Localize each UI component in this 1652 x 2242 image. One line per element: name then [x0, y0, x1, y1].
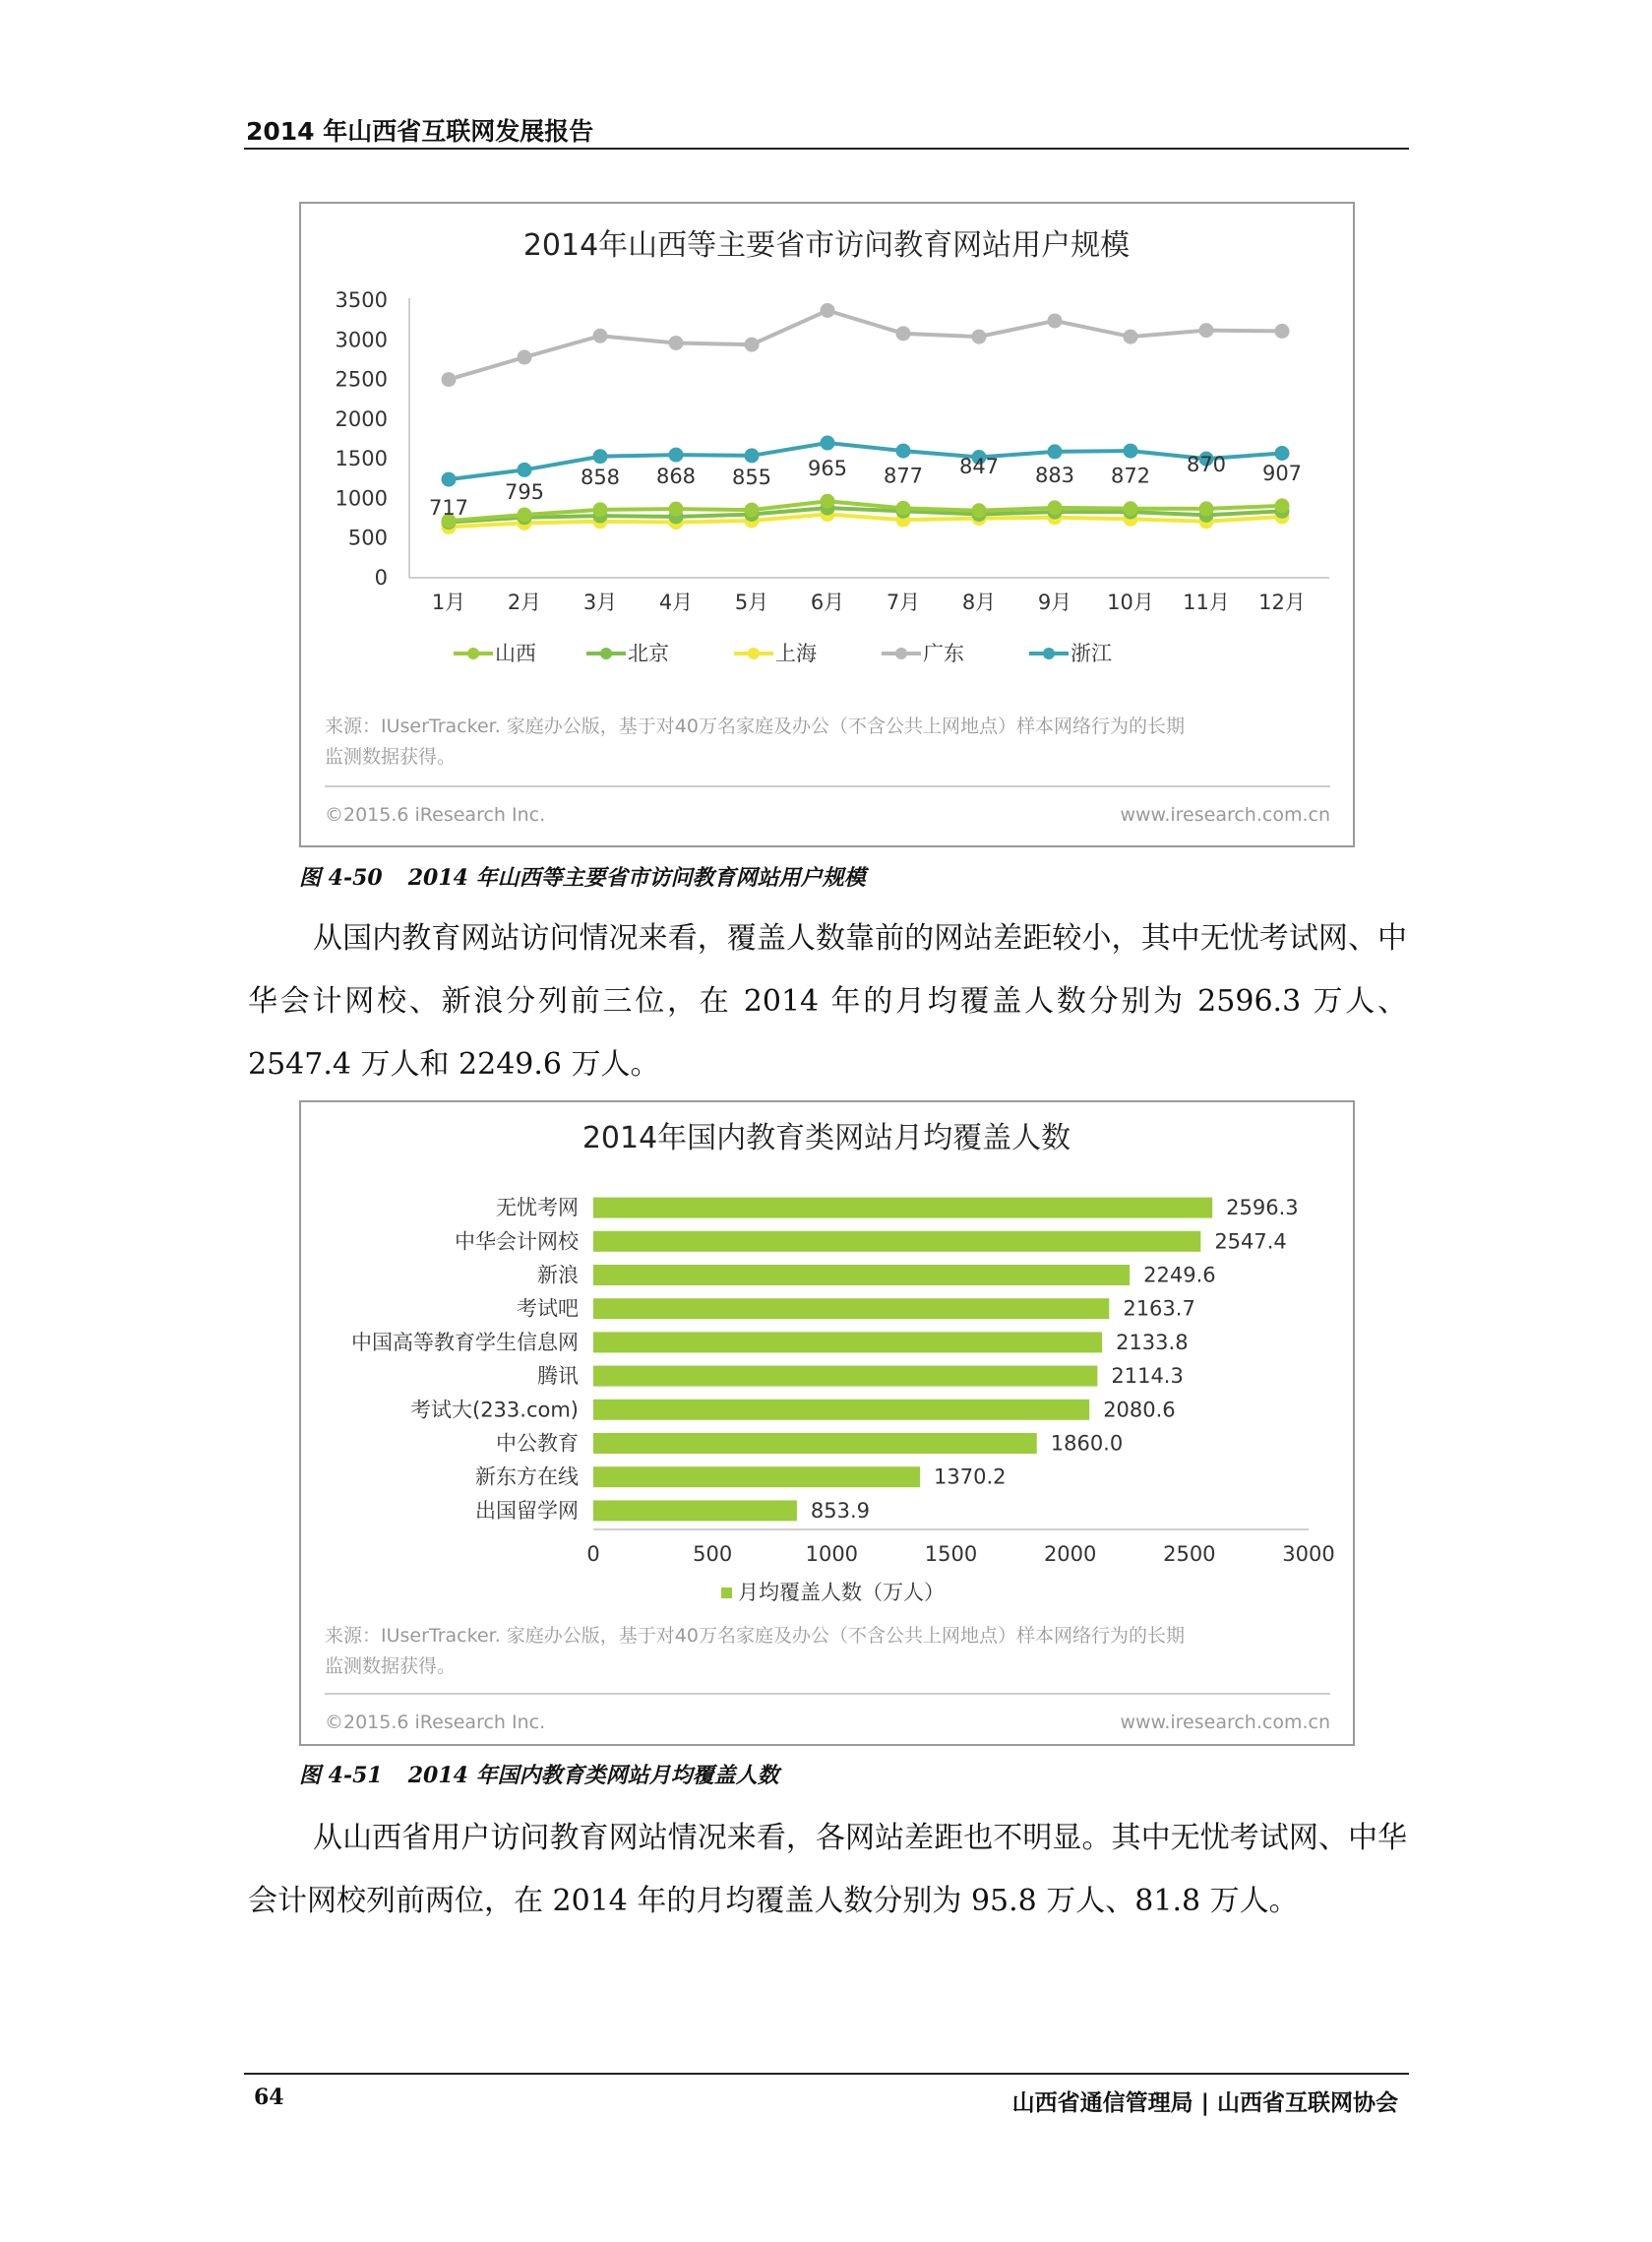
figure-line-chart: [299, 202, 1355, 847]
paragraph-national-education: [248, 907, 1407, 1096]
x-tick-label: 1000: [805, 1542, 859, 1566]
figure1-caption-text: 2014 年山西等主要省市访问教育网站用户规模: [407, 865, 866, 891]
legend-label-广东: 广东: [923, 642, 964, 665]
data-point-广东: [745, 338, 760, 352]
report-header-title: 2014 年山西省互联网发展报告: [246, 117, 594, 146]
page-number: 64: [254, 2085, 284, 2110]
category-label: 中公教育: [496, 1431, 579, 1456]
figure-website: www.iresearch.com.cn: [1120, 804, 1330, 826]
legend-swatch: [721, 1588, 732, 1598]
figure2-caption: [299, 1759, 779, 1789]
bar: [593, 1466, 920, 1487]
legend-marker-上海: [748, 648, 760, 659]
x-tick-label: 0: [586, 1542, 600, 1566]
x-tick-label: 2000: [1043, 1542, 1097, 1566]
x-tick-label: 3月: [582, 591, 618, 614]
x-tick-label: 3000: [1282, 1542, 1335, 1566]
bar: [593, 1332, 1102, 1352]
category-label: 中国高等教育学生信息网: [351, 1330, 579, 1354]
data-point-广东: [821, 303, 835, 318]
data-point-浙江: [745, 448, 760, 463]
legend-marker-广东: [895, 648, 907, 659]
data-point-山西: [1199, 501, 1214, 516]
paragraph1-text: 从国内教育网站访问情况来看，覆盖人数靠前的网站差距较小，其中无忧考试网、中华会计网校、新浪分列前三位，在 2014 年的月均覆盖人数分别为 2596.3 万人、2547.4 万人和 2249.6 万人。: [248, 921, 1407, 1082]
data-label: 858: [580, 465, 621, 489]
series-line-浙江: [449, 443, 1282, 479]
data-point-广东: [1124, 330, 1138, 344]
legend-label-山西: 山西: [495, 642, 536, 665]
footer-organization: 山西省通信管理局 | 山西省互联网协会: [1011, 2090, 1398, 2116]
category-label: 无忧考网: [496, 1196, 579, 1220]
bar: [593, 1298, 1109, 1319]
bar-value-label: 2596.3: [1226, 1196, 1299, 1220]
data-point-山西: [972, 503, 987, 518]
data-point-广东: [972, 330, 987, 344]
x-tick-label: 11月: [1183, 591, 1230, 614]
data-label: 872: [1110, 464, 1151, 488]
data-point-浙江: [821, 436, 835, 451]
paragraph-shanxi-education: [248, 1807, 1407, 1933]
x-tick-label: 10月: [1107, 591, 1154, 614]
bar: [593, 1433, 1037, 1454]
paragraph2-text: 从山西省用户访问教育网站情况来看，各网站差距也不明显。其中无忧考试网、中华会计网校列前两位，在 2014 年的月均覆盖人数分别为 95.8 万人、81.8 万人。: [248, 1821, 1407, 1918]
x-tick-label: 6月: [810, 591, 845, 614]
data-point-广东: [593, 329, 608, 343]
data-point-山西: [518, 507, 532, 522]
data-point-浙江: [1275, 446, 1290, 461]
legend-label-上海: 上海: [775, 642, 817, 665]
data-point-广东: [518, 350, 532, 365]
data-point-山西: [669, 502, 684, 517]
data-label: 847: [958, 454, 1000, 478]
y-tick-label: 3000: [335, 328, 388, 352]
figure1-caption-number: 图 4-50: [299, 865, 383, 891]
bar-value-label: 853.9: [810, 1498, 871, 1523]
bar: [593, 1198, 1212, 1218]
bar: [593, 1366, 1097, 1387]
bar-value-label: 1860.0: [1050, 1431, 1124, 1456]
x-tick-label: 9月: [1037, 591, 1072, 614]
data-point-浙江: [593, 449, 608, 464]
y-tick-label: 2500: [335, 367, 388, 392]
y-tick-label: 1000: [335, 486, 388, 511]
figure-source-line2: 监测数据获得。: [325, 1655, 457, 1677]
x-tick-label: 8月: [961, 591, 997, 614]
x-tick-label: 12月: [1258, 591, 1306, 614]
x-tick-label: 1月: [431, 591, 466, 614]
legend-marker-北京: [600, 648, 612, 659]
figure-copyright: ©2015.6 iResearch Inc.: [325, 1712, 546, 1733]
figure2-caption-number: 图 4-51: [299, 1763, 383, 1788]
figure1-caption: [299, 861, 866, 892]
data-point-浙江: [1048, 444, 1063, 459]
category-label: 中华会计网校: [455, 1229, 579, 1254]
bar-value-label: 2080.6: [1103, 1398, 1176, 1422]
data-label: 855: [731, 466, 772, 490]
data-label: 868: [655, 465, 697, 489]
x-tick-label: 4月: [658, 591, 694, 614]
data-point-广东: [1275, 324, 1290, 339]
y-tick-label: 0: [374, 566, 388, 590]
data-point-浙江: [669, 448, 684, 463]
chart-title: 2014年国内教育类网站月均覆盖人数: [581, 1121, 1071, 1155]
x-tick-label: 500: [693, 1542, 733, 1566]
line-chart-svg: [301, 204, 1353, 845]
data-point-广东: [442, 372, 457, 387]
data-label: 870: [1186, 452, 1227, 476]
figure-source-line2: 监测数据获得。: [325, 746, 457, 768]
bar: [593, 1400, 1089, 1420]
data-point-广东: [1199, 323, 1214, 338]
bar-value-label: 2547.4: [1214, 1229, 1287, 1254]
x-tick-label: 2月: [507, 591, 542, 614]
data-point-山西: [745, 503, 760, 518]
data-label: 877: [883, 464, 924, 488]
data-label: 717: [428, 496, 469, 521]
figure-copyright: ©2015.6 iResearch Inc.: [325, 804, 546, 826]
category-label: 腾讯: [537, 1364, 579, 1389]
category-label: 出国留学网: [475, 1498, 579, 1523]
y-tick-label: 2000: [335, 406, 388, 431]
category-label: 新东方在线: [475, 1464, 579, 1489]
bar-chart-svg: [301, 1102, 1353, 1744]
bar-value-label: 2133.8: [1116, 1330, 1189, 1354]
bar: [593, 1500, 797, 1521]
legend-label: 月均覆盖人数（万人）: [738, 1581, 945, 1604]
legend-label-北京: 北京: [628, 642, 669, 665]
series-line-广东: [449, 310, 1282, 379]
figure-source-line1: 来源：IUserTracker. 家庭办公版，基于对40万名家庭及办公（不含公共上网地点）样本网络行为的长期: [325, 716, 1185, 737]
data-point-山西: [1048, 500, 1063, 515]
legend-label-浙江: 浙江: [1071, 642, 1112, 665]
data-point-广东: [669, 336, 684, 350]
category-label: 新浪: [537, 1263, 579, 1287]
x-tick-label: 5月: [734, 591, 769, 614]
data-point-广东: [896, 326, 911, 341]
data-label: 883: [1034, 463, 1075, 487]
x-tick-label: 1500: [924, 1542, 978, 1566]
data-label: 795: [504, 479, 545, 504]
data-point-山西: [593, 502, 608, 517]
legend-marker-山西: [467, 648, 479, 659]
data-point-浙江: [518, 463, 532, 477]
category-label: 考试大(233.com): [410, 1398, 579, 1422]
legend-marker-浙江: [1043, 648, 1055, 659]
header-divider: [244, 148, 1409, 150]
figure-bar-chart: [299, 1100, 1355, 1746]
y-tick-label: 500: [347, 526, 388, 550]
data-label: 907: [1261, 461, 1303, 485]
figure-source-line1: 来源：IUserTracker. 家庭办公版，基于对40万名家庭及办公（不含公共上网地点）样本网络行为的长期: [325, 1625, 1185, 1647]
footer-divider: [244, 2073, 1409, 2075]
bar: [593, 1231, 1200, 1252]
figure2-caption-text: 2014 年国内教育类网站月均覆盖人数: [407, 1763, 779, 1788]
data-label: 965: [807, 457, 848, 481]
bar: [593, 1265, 1130, 1285]
bar-value-label: 2114.3: [1111, 1364, 1184, 1389]
data-point-浙江: [1124, 444, 1138, 459]
data-point-浙江: [442, 472, 457, 487]
data-point-山西: [1275, 498, 1290, 513]
y-tick-label: 3500: [335, 288, 388, 312]
data-point-广东: [1048, 313, 1063, 328]
figure-website: www.iresearch.com.cn: [1120, 1712, 1330, 1733]
data-point-浙江: [896, 444, 911, 459]
bar-value-label: 2163.7: [1123, 1296, 1195, 1321]
y-tick-label: 1500: [335, 447, 388, 471]
bar-value-label: 1370.2: [934, 1464, 1007, 1489]
x-tick-label: 7月: [886, 591, 921, 614]
data-point-山西: [896, 501, 911, 516]
data-point-山西: [1124, 501, 1138, 516]
data-point-山西: [821, 494, 835, 509]
bar-value-label: 2249.6: [1143, 1263, 1216, 1287]
x-tick-label: 2500: [1163, 1542, 1216, 1566]
category-label: 考试吧: [517, 1296, 579, 1321]
chart-title: 2014年山西等主要省市访问教育网站用户规模: [522, 228, 1131, 263]
